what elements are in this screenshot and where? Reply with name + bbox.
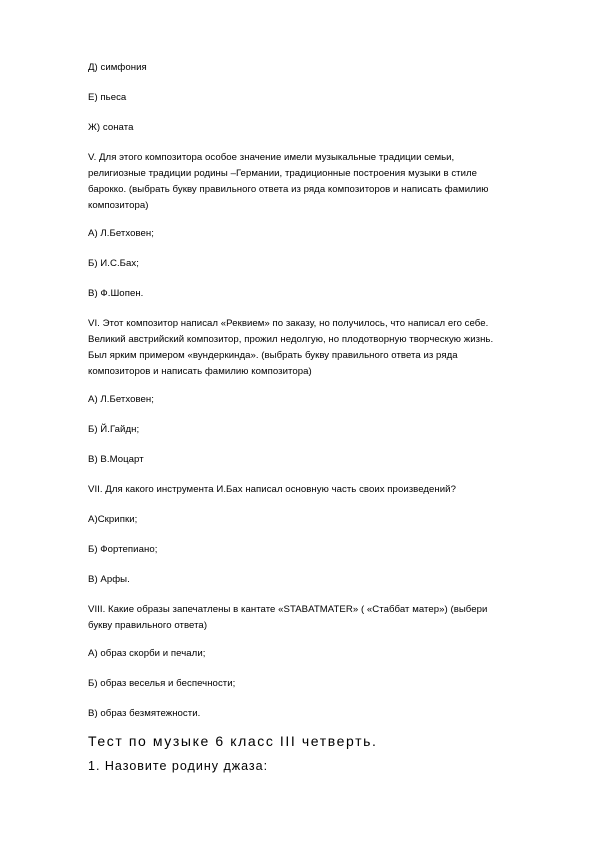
question-6-line-1: VI. Этот композитор написал «Реквием» по заказу, но получилось, что написал его себе. (88, 318, 489, 329)
question-5-option-b: Б) И.С.Бах; (88, 258, 139, 269)
question-8-line-2: букву правильного ответа) (88, 620, 208, 631)
question-7-option-b: Б) Фортепиано; (88, 544, 158, 555)
test-title: Тест по музыке 6 класс III четверть. (88, 733, 378, 749)
question-6-option-b: Б) Й.Гайдн; (88, 424, 140, 435)
question-7-option-c: В) Арфы. (88, 574, 130, 585)
question-5-option-c: В) Ф.Шопен. (88, 288, 144, 299)
question-6-line-4: композиторов и написать фамилию композитора) (88, 366, 312, 377)
question-5-line-1: V. Для этого композитора особое значение имели музыкальные традиции семьи, (88, 152, 455, 163)
question-6-line-2: Великий австрийский композитор, прожил недолгую, но плодотворную творческую жизнь. (88, 334, 494, 345)
answer-option-d: Д) симфония (88, 62, 147, 73)
question-6-option-c: В) В.Моцарт (88, 454, 144, 465)
question-1: 1. Назовите родину джаза: (88, 759, 269, 773)
question-8-option-a: А) образ скорби и печали; (88, 648, 206, 659)
answer-option-e: Е) пьеса (88, 92, 127, 103)
question-7-line-1: VII. Для какого инструмента И.Бах написал основную часть своих произведений? (88, 484, 456, 495)
question-5-line-2: религиозные традиции родины –Германии, традиционные построения музыки в стиле (88, 168, 478, 179)
question-5-option-a: А) Л.Бетховен; (88, 228, 154, 239)
question-8-line-1: VIII. Какие образы запечатлены в кантате «STABATMATER» ( «Стаббат матер») (выбери (88, 604, 488, 615)
question-5-line-4: композитора) (88, 200, 149, 211)
question-6-option-a: А) Л.Бетховен; (88, 394, 154, 405)
question-8-option-c: В) образ безмятежности. (88, 708, 201, 719)
answer-option-zh: Ж) соната (88, 122, 134, 133)
question-8-option-b: Б) образ веселья и беспечности; (88, 678, 236, 689)
question-7-option-a: А)Скрипки; (88, 514, 138, 525)
question-6-line-3: Был ярким примером «вундеркинда». (выбрать букву правильного ответа из ряда (88, 350, 458, 361)
question-5-line-3: барокко. (выбрать букву правильного ответа из ряда композиторов и написать фамилию (88, 184, 489, 195)
